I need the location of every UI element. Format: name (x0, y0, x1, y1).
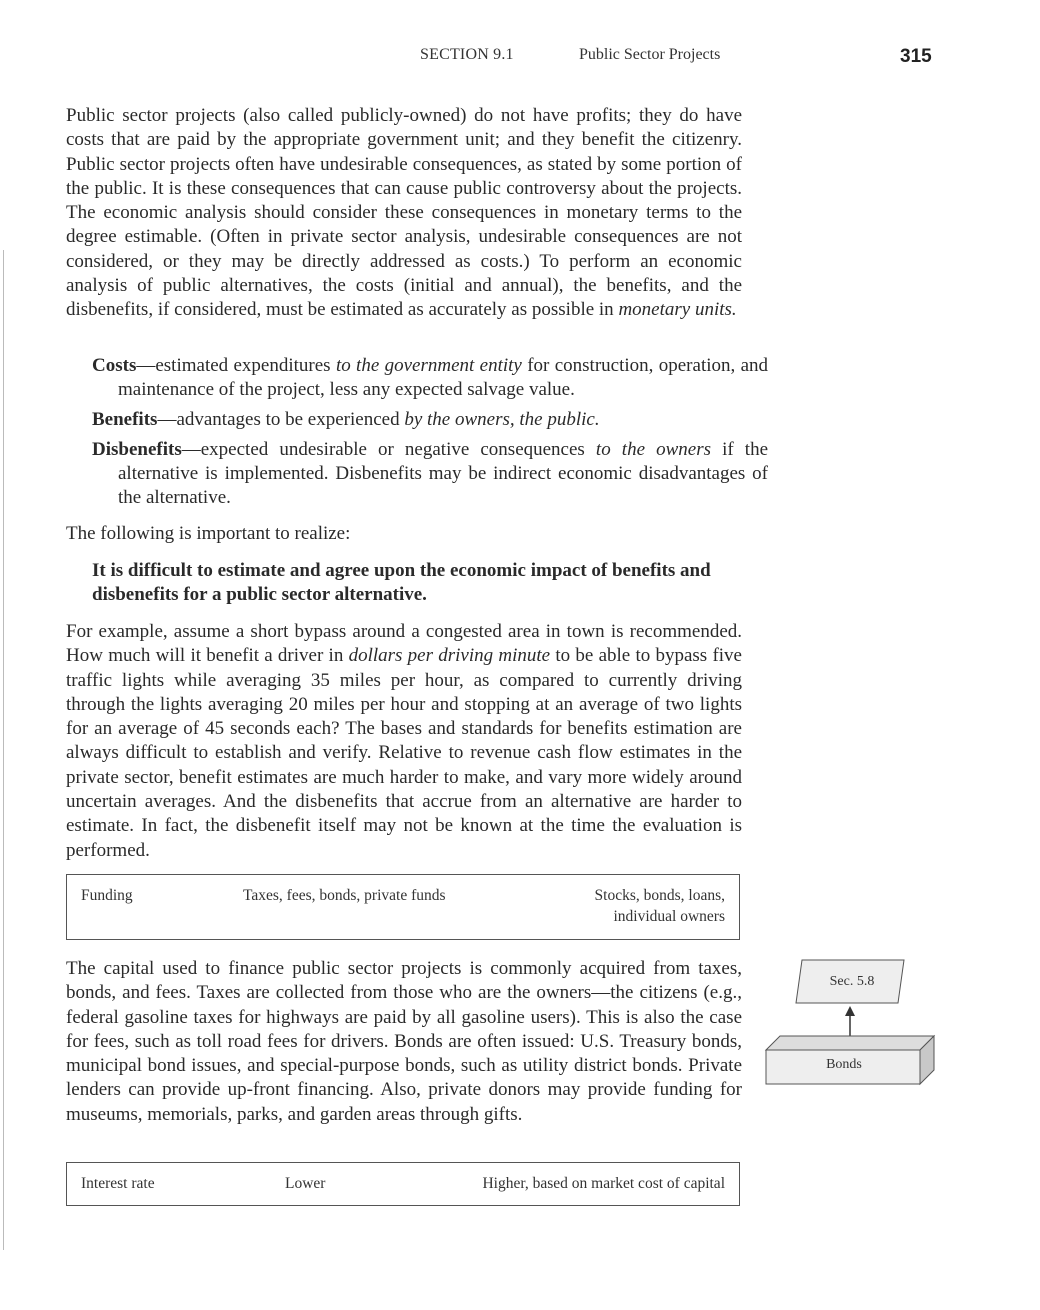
definition-text: —expected undesirable or negative consequences (181, 439, 585, 460)
definition-emphasis: to the government entity (335, 355, 522, 376)
intro-paragraph (66, 104, 742, 323)
definition-term: Disbenefits (92, 439, 182, 460)
definition-emphasis: by the owners, the public. (404, 409, 600, 430)
definition-text: —estimated expenditures (136, 355, 331, 376)
comparison-label: Interest rate (81, 1175, 155, 1192)
lead-in-text: The following is important to realize: (66, 523, 351, 544)
comparison-private-line: individual owners (613, 908, 725, 925)
definition-benefits (92, 408, 768, 432)
scan-edge-line (3, 250, 4, 1250)
arrow-head (845, 1006, 855, 1016)
definition-term: Costs (92, 355, 137, 376)
comparison-row-interest-rate (66, 1162, 740, 1206)
comparison-private-line: Stocks, bonds, loans, (594, 887, 725, 904)
comparison-public: Lower (285, 1175, 326, 1192)
example-text: to be able to bypass five traffic lights while averaging 35 miles per hour, as compared to currently driving through the lights averaging 20 miles per hour and stopping at an average of two lights for an average of 45 seconds each? The bases and standards for benefits estimation are always difficult to establish and verify. Relative to revenue cash flow estimates in the private sector, benefit estimates are much harder to make, and vary more widely around uncertain averages. And the disbenefits that accrue from an alternative are harder to estimate. In fact, the disbenefit itself may not be known at the time the evaluation is performed. (66, 645, 742, 861)
comparison-public: Taxes, fees, bonds, private funds (243, 887, 446, 904)
definition-text: —advantages to be experienced (157, 409, 400, 430)
definition-disbenefits (92, 438, 768, 510)
page-number: 315 (900, 46, 932, 67)
intro-emphasis: monetary units. (618, 299, 737, 321)
comparison-row-funding (66, 874, 740, 940)
intro-text: Public sector projects (also called publicly-owned) do not have profits; they do have costs that are paid by the appropriate government unit; and they benefit the citizenry. Public sector projects often have undesirable consequences, as stated by some portion of the public. It is these consequences that can cause public controversy about the projects. The economic analysis should consider these consequences in monetary terms to the degree estimable. (Often in private sector analysis, undesirable consequences are not considered, or they may be directly addressed as costs.) To perform an economic analysis of public alternatives, the costs (initial and annual), the benefits, and the disbenefits, if considered, must be estimated as accurately as possible in (66, 105, 742, 321)
margin-cross-reference (764, 958, 944, 1098)
definition-costs (92, 354, 768, 402)
definition-emphasis: to the owners (595, 439, 711, 460)
example-paragraph (66, 620, 742, 863)
bonds-box-top (766, 1036, 934, 1050)
capital-paragraph: The capital used to finance public sector projects is commonly acquired from taxes, bonds, and fees. Taxes are collected from those who are the owners—the citizens (e.g., federal gasoline taxes for highways are paid by all gasoline users). This is also the case for fees, such as toll road fees for drivers. Bonds are often issued: U.S. Treasury bonds, municipal bond issues, and special-purpose bonds, such as utility district bonds. Private lenders can provide up-front financing. Also, private donors may provide funding for museums, memorials, parks, and garden areas through gifts. (66, 958, 742, 1125)
example-emphasis: dollars per driving minute (348, 645, 551, 667)
definition-text: if the alternative is implemented. Disbenefits may be indirect economic disadvantages of the alternative. (118, 439, 769, 508)
key-statement: It is difficult to estimate and agree upon the economic impact of benefits and disbenefits for a public sector alternative. (92, 560, 711, 605)
comparison-private (525, 885, 725, 927)
running-header-section: SECTION 9.1 (420, 46, 514, 63)
definition-text: for construction, operation, and maintenance of the project, less any expected salvage value. (118, 355, 769, 400)
margin-topic-label: Bonds (826, 1057, 862, 1072)
definition-term: Benefits (92, 409, 158, 430)
example-text: For example, assume a short bypass around a congested area in town is recommended. How much will it benefit a driver in (66, 621, 742, 667)
running-header-title: Public Sector Projects (579, 46, 721, 63)
section-reference: Sec. 5.8 (829, 974, 875, 989)
comparison-label: Funding (81, 887, 133, 904)
comparison-private: Higher, based on market cost of capital (482, 1175, 725, 1192)
